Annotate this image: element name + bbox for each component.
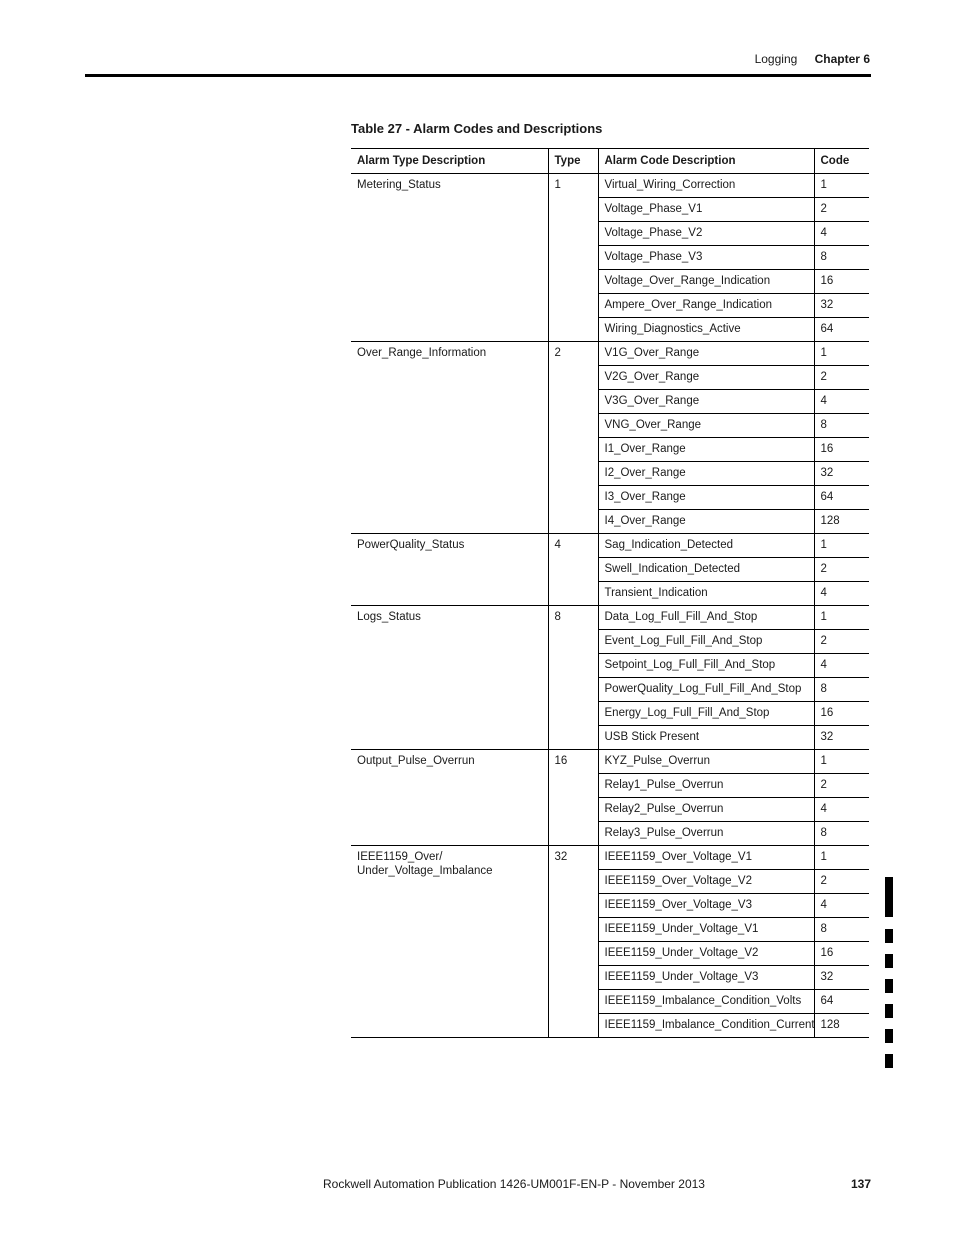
alarm-type-description: Metering_Status <box>351 174 548 342</box>
thumb-tab <box>885 1029 893 1043</box>
alarm-code-value: 1 <box>814 606 869 630</box>
alarm-code-value: 1 <box>814 846 869 870</box>
alarm-type-value: 16 <box>548 750 598 846</box>
table-row <box>351 534 869 558</box>
thumb-tab <box>885 1054 893 1068</box>
alarm-code-value: 64 <box>814 318 869 342</box>
alarm-type-value: 2 <box>548 342 598 534</box>
alarm-code-description: USB Stick Present <box>598 726 814 750</box>
alarm-type-value: 1 <box>548 174 598 342</box>
alarm-code-value: 32 <box>814 966 869 990</box>
alarm-code-value: 2 <box>814 630 869 654</box>
alarm-code-value: 2 <box>814 366 869 390</box>
alarm-code-description: IEEE1159_Over_Voltage_V3 <box>598 894 814 918</box>
alarm-code-description: Data_Log_Full_Fill_And_Stop <box>598 606 814 630</box>
alarm-code-value: 4 <box>814 798 869 822</box>
alarm-code-value: 16 <box>814 270 869 294</box>
thumb-tab <box>885 929 893 943</box>
alarm-code-description: Sag_Indication_Detected <box>598 534 814 558</box>
footer-publication: Rockwell Automation Publication 1426-UM001F-EN-P - November 2013 <box>323 1177 705 1191</box>
header-alarm-type-description: Alarm Type Description <box>351 149 548 174</box>
alarm-code-value: 4 <box>814 390 869 414</box>
alarm-code-description: IEEE1159_Under_Voltage_V3 <box>598 966 814 990</box>
alarm-code-description: Relay2_Pulse_Overrun <box>598 798 814 822</box>
alarm-code-value: 4 <box>814 654 869 678</box>
table-body <box>351 174 869 1038</box>
alarm-code-description: V3G_Over_Range <box>598 390 814 414</box>
alarm-code-value: 16 <box>814 942 869 966</box>
alarm-code-value: 64 <box>814 486 869 510</box>
table-row <box>351 606 869 630</box>
alarm-type-description: IEEE1159_Over/ Under_Voltage_Imbalance <box>351 846 548 1038</box>
header-rule <box>85 74 871 77</box>
table-row <box>351 174 869 198</box>
alarm-code-description: VNG_Over_Range <box>598 414 814 438</box>
alarm-code-description: Event_Log_Full_Fill_And_Stop <box>598 630 814 654</box>
alarm-code-description: Transient_Indication <box>598 582 814 606</box>
alarm-code-description: IEEE1159_Under_Voltage_V2 <box>598 942 814 966</box>
thumb-tab <box>885 954 893 968</box>
alarm-type-description: PowerQuality_Status <box>351 534 548 606</box>
alarm-code-value: 1 <box>814 174 869 198</box>
alarm-code-description: IEEE1159_Under_Voltage_V1 <box>598 918 814 942</box>
alarm-code-value: 128 <box>814 510 869 534</box>
alarm-code-value: 4 <box>814 894 869 918</box>
alarm-code-description: PowerQuality_Log_Full_Fill_And_Stop <box>598 678 814 702</box>
header-code: Code <box>814 149 869 174</box>
alarm-code-description: I1_Over_Range <box>598 438 814 462</box>
table-header-row <box>351 149 869 174</box>
alarm-code-description: IEEE1159_Over_Voltage_V2 <box>598 870 814 894</box>
alarm-code-description: Virtual_Wiring_Correction <box>598 174 814 198</box>
header-chapter: Chapter 6 <box>814 52 870 66</box>
alarm-code-value: 32 <box>814 294 869 318</box>
alarm-code-description: Voltage_Phase_V3 <box>598 246 814 270</box>
alarm-codes-table <box>351 148 869 1038</box>
alarm-type-description: Logs_Status <box>351 606 548 750</box>
thumb-tab-active <box>885 877 893 917</box>
alarm-code-description: IEEE1159_Over_Voltage_V1 <box>598 846 814 870</box>
alarm-code-value: 4 <box>814 582 869 606</box>
alarm-code-description: IEEE1159_Imbalance_Condition_Current <box>598 1014 814 1038</box>
table-title: Table 27 - Alarm Codes and Descriptions <box>351 121 603 136</box>
alarm-code-description: Energy_Log_Full_Fill_And_Stop <box>598 702 814 726</box>
alarm-code-description: V2G_Over_Range <box>598 366 814 390</box>
alarm-type-value: 32 <box>548 846 598 1038</box>
alarm-code-value: 8 <box>814 246 869 270</box>
alarm-code-description: Ampere_Over_Range_Indication <box>598 294 814 318</box>
alarm-code-description: Wiring_Diagnostics_Active <box>598 318 814 342</box>
alarm-code-description: Voltage_Phase_V1 <box>598 198 814 222</box>
alarm-code-value: 128 <box>814 1014 869 1038</box>
table-row <box>351 342 869 366</box>
alarm-code-value: 32 <box>814 462 869 486</box>
alarm-code-value: 2 <box>814 558 869 582</box>
thumb-tab <box>885 979 893 993</box>
alarm-code-description: I4_Over_Range <box>598 510 814 534</box>
alarm-code-description: KYZ_Pulse_Overrun <box>598 750 814 774</box>
header-type: Type <box>548 149 598 174</box>
alarm-code-value: 64 <box>814 990 869 1014</box>
alarm-code-value: 8 <box>814 822 869 846</box>
running-header <box>755 52 870 66</box>
alarm-code-value: 1 <box>814 750 869 774</box>
alarm-code-value: 8 <box>814 414 869 438</box>
alarm-type-value: 8 <box>548 606 598 750</box>
thumb-tab <box>885 1004 893 1018</box>
alarm-code-description: Swell_Indication_Detected <box>598 558 814 582</box>
table-row <box>351 846 869 870</box>
alarm-type-value: 4 <box>548 534 598 606</box>
header-alarm-code-description: Alarm Code Description <box>598 149 814 174</box>
alarm-code-value: 4 <box>814 222 869 246</box>
alarm-code-description: IEEE1159_Imbalance_Condition_Volts <box>598 990 814 1014</box>
alarm-code-value: 8 <box>814 918 869 942</box>
alarm-code-value: 2 <box>814 774 869 798</box>
alarm-code-description: Voltage_Phase_V2 <box>598 222 814 246</box>
alarm-type-description: Output_Pulse_Overrun <box>351 750 548 846</box>
page-number: 137 <box>850 1177 871 1191</box>
alarm-code-value: 8 <box>814 678 869 702</box>
table-row <box>351 750 869 774</box>
alarm-code-value: 1 <box>814 342 869 366</box>
alarm-code-value: 16 <box>814 438 869 462</box>
header-section-name: Logging <box>754 52 798 66</box>
alarm-code-value: 2 <box>814 870 869 894</box>
alarm-code-description: Setpoint_Log_Full_Fill_And_Stop <box>598 654 814 678</box>
alarm-code-description: Voltage_Over_Range_Indication <box>598 270 814 294</box>
alarm-code-description: I2_Over_Range <box>598 462 814 486</box>
alarm-code-description: I3_Over_Range <box>598 486 814 510</box>
alarm-code-value: 2 <box>814 198 869 222</box>
alarm-code-description: V1G_Over_Range <box>598 342 814 366</box>
alarm-code-description: Relay1_Pulse_Overrun <box>598 774 814 798</box>
alarm-code-value: 16 <box>814 702 869 726</box>
alarm-code-value: 32 <box>814 726 869 750</box>
alarm-code-description: Relay3_Pulse_Overrun <box>598 822 814 846</box>
alarm-code-value: 1 <box>814 534 869 558</box>
alarm-type-description: Over_Range_Information <box>351 342 548 534</box>
